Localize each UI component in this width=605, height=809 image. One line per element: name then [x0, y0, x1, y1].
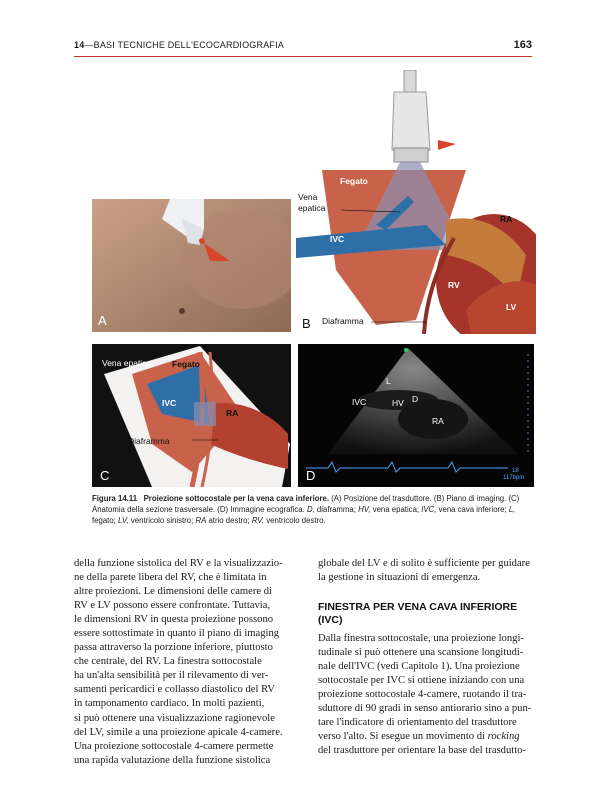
label-lv: LV [506, 302, 517, 312]
caption-text-6: ventricolo sinistro; [128, 516, 196, 525]
caption-text-1: (A) Posizione del trasduttore. (B) Piano di imaging. (C) Anatomia della sezione trasversale. [92, 494, 520, 514]
label-ivc: IVC [330, 234, 345, 244]
text-line: del LV, simile a una proiezione apicale 4-camere. [74, 726, 283, 738]
right-column-top [318, 557, 532, 585]
label-fegato: Fegato [172, 359, 200, 369]
label-ra: RA [432, 416, 444, 426]
text-line: passa attraverso la porzione inferiore, piuttosto [74, 642, 273, 654]
caption-text-7: atrio destro; [206, 516, 252, 525]
label-ivc: IVC [352, 397, 367, 407]
text-line: sottocostale per IVC si ottiene iniziando con una [318, 675, 525, 687]
text-line [318, 730, 532, 744]
label-ra: RA [226, 408, 239, 418]
caption-text-3: vena epatica; [370, 505, 422, 514]
text-line: in tamponamento cardiaco. In molti pazienti, [74, 698, 265, 710]
caption-label: Figura 14.11 [92, 494, 138, 503]
caption-abbr-d: D, [306, 505, 315, 514]
label-vena: Vena [298, 192, 318, 202]
chapter-heading [74, 40, 284, 50]
text-run: verso l'alto. Si esegue un movimento di [318, 731, 488, 743]
text-line: globale del LV e di solito è sufficiente per guidare [318, 558, 530, 569]
echo-image [298, 344, 534, 487]
left-column [74, 557, 284, 768]
transducer-position-photo [92, 199, 291, 332]
text-line: samenti pericardici e collasso diastolico del RV [74, 684, 275, 696]
italic-word: rocking [487, 731, 520, 743]
header-rule [74, 56, 532, 57]
right-column-body [318, 632, 532, 758]
text-line: Una proiezione sottocostale 4-camere permette [74, 740, 274, 752]
panel-letter-a: A [98, 313, 107, 328]
panel-letter-b: B [302, 316, 311, 331]
label-diaframma: Diaframma [322, 316, 364, 326]
figure-caption [92, 493, 532, 526]
label-heart-rate: 117bpm [503, 475, 525, 481]
caption-abbr-ra: RA [195, 516, 207, 525]
text-line: proiezione sottocostale 4-camere, ruotando il tra- [318, 689, 527, 701]
label-hr-index: 18 [512, 468, 519, 474]
text-line: tare l'indicatore di orientamento del trasduttore [318, 717, 517, 729]
text-line: essere sottostimate in quanto il piano di imaging [74, 628, 280, 640]
caption-abbr-l: L, [508, 505, 516, 514]
label-epatica: epatica [298, 203, 326, 213]
page-number: 163 [513, 39, 532, 51]
label-ivc: IVC [162, 398, 177, 408]
text-line: le dimensioni RV in questa proiezione possono [74, 614, 274, 626]
label-vena-epatica: Vena epatica [102, 358, 152, 368]
figure-panel-c [92, 344, 291, 487]
panel-letter-d: D [306, 468, 316, 483]
imaging-plane-illustration [296, 70, 536, 334]
text-line: sduttore di 90 gradi in senso antiorario sino a pun- [318, 703, 532, 715]
caption-abbr-rv: RV, [251, 516, 265, 525]
section-heading: FINESTRA PER VENA CAVA INFERIORE (IVC) [318, 601, 518, 626]
label-l: L [386, 376, 391, 386]
panel-letter-c: C [100, 468, 110, 483]
chapter-title: —BASI TECNICHE DELL'ECOCARDIOGRAFIA [84, 40, 285, 50]
figure-panel-a [92, 199, 291, 332]
caption-text-4: vena cava inferiore; [436, 505, 509, 514]
caption-title: Proiezione sottocostale per la vena cava inferiore. [143, 494, 330, 503]
label-hv: HV [392, 398, 404, 408]
text-line: ne della parete libera del RV, che è limitata in [74, 572, 267, 584]
caption-abbr-lv: LV, [118, 516, 129, 525]
text-line: altre proiezioni. Le dimensioni delle camere di [74, 586, 272, 598]
label-d: D [412, 394, 419, 404]
text-line: del trasduttore per orientare la base del trasdutto- [318, 745, 526, 757]
text-line: Dalla finestra sottocostale, una proiezione longi- [318, 633, 524, 644]
text-line: si può ottenere una visualizzazione ragionevole [74, 712, 275, 724]
figure-panel-b [296, 70, 536, 334]
label-rv: RV [448, 280, 460, 290]
label-fegato: Fegato [340, 176, 368, 186]
caption-abbr-ivc: IVC, [421, 505, 437, 514]
caption-abbr-hv: HV, [358, 505, 371, 514]
text-line: che centrale, del RV. La finestra sottocostale [74, 656, 262, 668]
running-header [74, 40, 532, 54]
caption-text-d: (D) Immagine ecografica. [217, 505, 307, 514]
text-line: nale dell'IVC (vedi Capitolo 1). Una proiezione [318, 661, 520, 673]
text-line: tudinale si può ottenere una scansione longitudi- [318, 647, 524, 659]
caption-text-5: fegato; [92, 516, 119, 525]
text-line: della funzione sistolica del RV e la visualizzazio- [74, 558, 283, 569]
chapter-number: 14 [74, 40, 85, 50]
caption-text-2: diaframma; [314, 505, 359, 514]
label-diaframma: Diaframma [128, 436, 170, 446]
label-ra: RA [500, 214, 513, 224]
caption-text-8: ventricolo destro. [264, 516, 326, 525]
text-line: RV e LV possono essere confrontate. Tuttavia, [74, 600, 271, 612]
text-line: ha un'alta sensibilità per il rilevamento di ver- [74, 670, 269, 682]
figure-panel-d [298, 344, 534, 487]
text-line: una rapida valutazione della funzione sistolica [74, 754, 271, 766]
text-line: la gestione in situazioni di emergenza. [318, 572, 481, 584]
